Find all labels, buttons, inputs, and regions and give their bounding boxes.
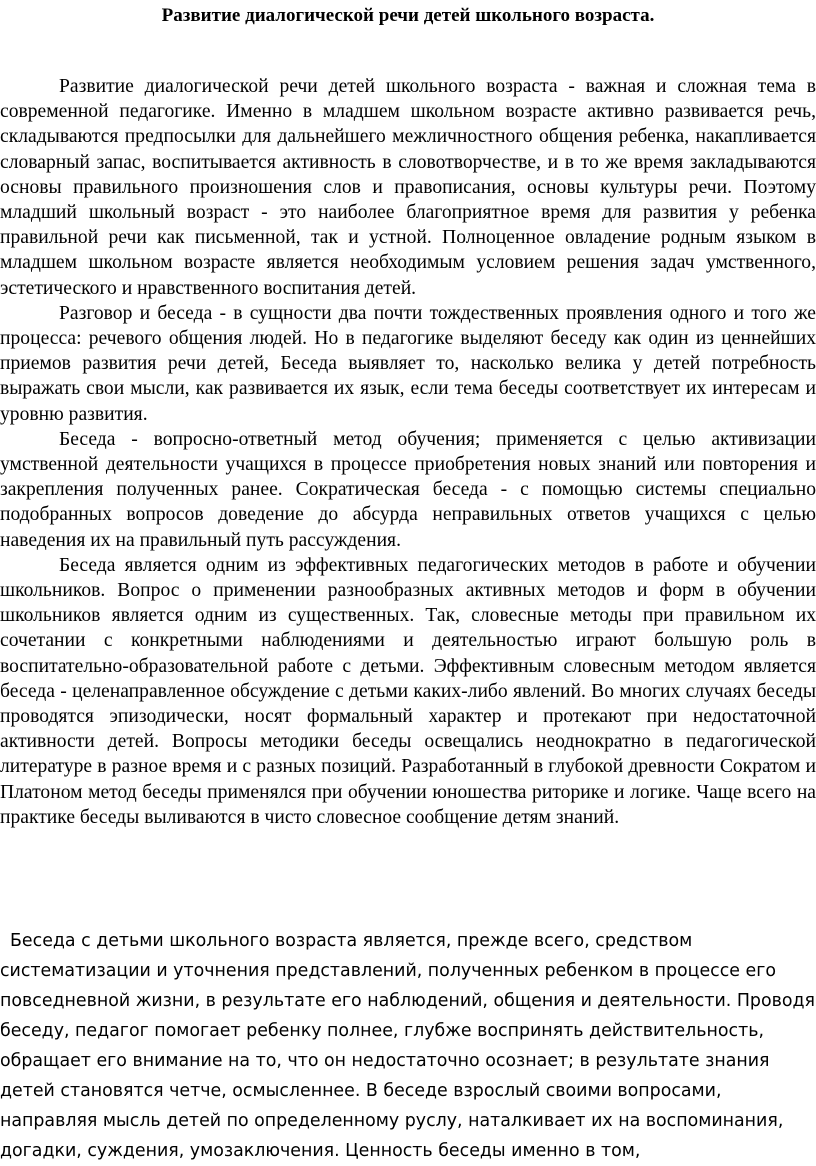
- closing-paragraph: Беседа с детьми школьного возраста является, прежде всего, средством систематизации и уточнения представлений, полученных ребенком в процессе его повседневной жизни, в результате его наблюдений, общения и деятельности. Проводя беседу, педагог помогает ребенку полнее, глубже воспринять действительность, обращает его внимание на то, что он недостаточно осознает; в результате знания детей становятся четче, осмысленнее. В беседе взрослый своими вопросами, направляя мысль детей по определенному руслу, наталкивает их на воспоминания, догадки, суждения, умозаключения. Ценность беседы именно в том,: [0, 931, 815, 1161]
- paragraph: Разговор и беседа - в сущности два почти тождественных проявления одного и того же процесса: речевого общения людей. Но в педагогике выделяют беседу как один из ценнейших приемов развития речи детей, Беседа выявляет то, насколько велика у детей потребность выражать свои мысли, как развивается их язык, если тема беседы соответствует их интересам и уровню развития.: [0, 302, 816, 425]
- closing-section: [0, 926, 816, 1166]
- document-title: Развитие диалогической речи детей школьного возраста.: [161, 5, 655, 26]
- document-body: [0, 74, 816, 830]
- paragraph: Беседа - вопросно-ответный метод обучения; применяется с целью активизации умственной деятельности учащихся в процессе приобретения новых знаний или повторения и закрепления полученных ранее. Сократическая беседа - с помощью системы специально подобранных вопросов доведение до абсурда неправильных ответов учащихся с целью наведения их на правильный путь рассуждения.: [0, 428, 816, 551]
- paragraph: Беседа является одним из эффективных педагогических методов в работе и обучении школьников. Вопрос о применении разнообразных активных методов и форм в обучении школьников является одним из существенных. Так, словесные методы при правильном их сочетании с конкретными наблюдениями и деятельностью играют большую роль в воспитательно-образовательной работе с детьми. Эффективным словесным методом является беседа - целенаправленное обсуждение с детьми каких-либо явлений. Во многих случаях беседы проводятся эпизодически, носят формальный характер и протекают при недостаточной активности детей. Вопросы методики беседы освещались неоднократно в педагогической литературе в разное время и с разных позиций. Разработанный в глубокой древности Сократом и Платоном метод беседы применялся при обучении юношества риторике и логике. Чаще всего на практике беседы выливаются в чисто словесное сообщение детям знаний.: [0, 554, 816, 828]
- paragraph: Развитие диалогической речи детей школьного возраста - важная и сложная тема в современной педагогике. Именно в младшем школьном возрасте активно развивается речь, складываются предпосылки для дальнейшего межличностного общения ребенка, накапливается словарный запас, воспитывается активность в словотворчестве, и в то же время закладываются основы правильного произношения слов и правописания, основы культуры речи. Поэтому младший школьный возраст - это наиболее благоприятное время для развития у ребенка правильной речи как письменной, так и устной. Полноценное овладение родным языком в младшем школьном возрасте является необходимым условием решения задач умственного, эстетического и нравственного воспитания детей.: [0, 76, 816, 299]
